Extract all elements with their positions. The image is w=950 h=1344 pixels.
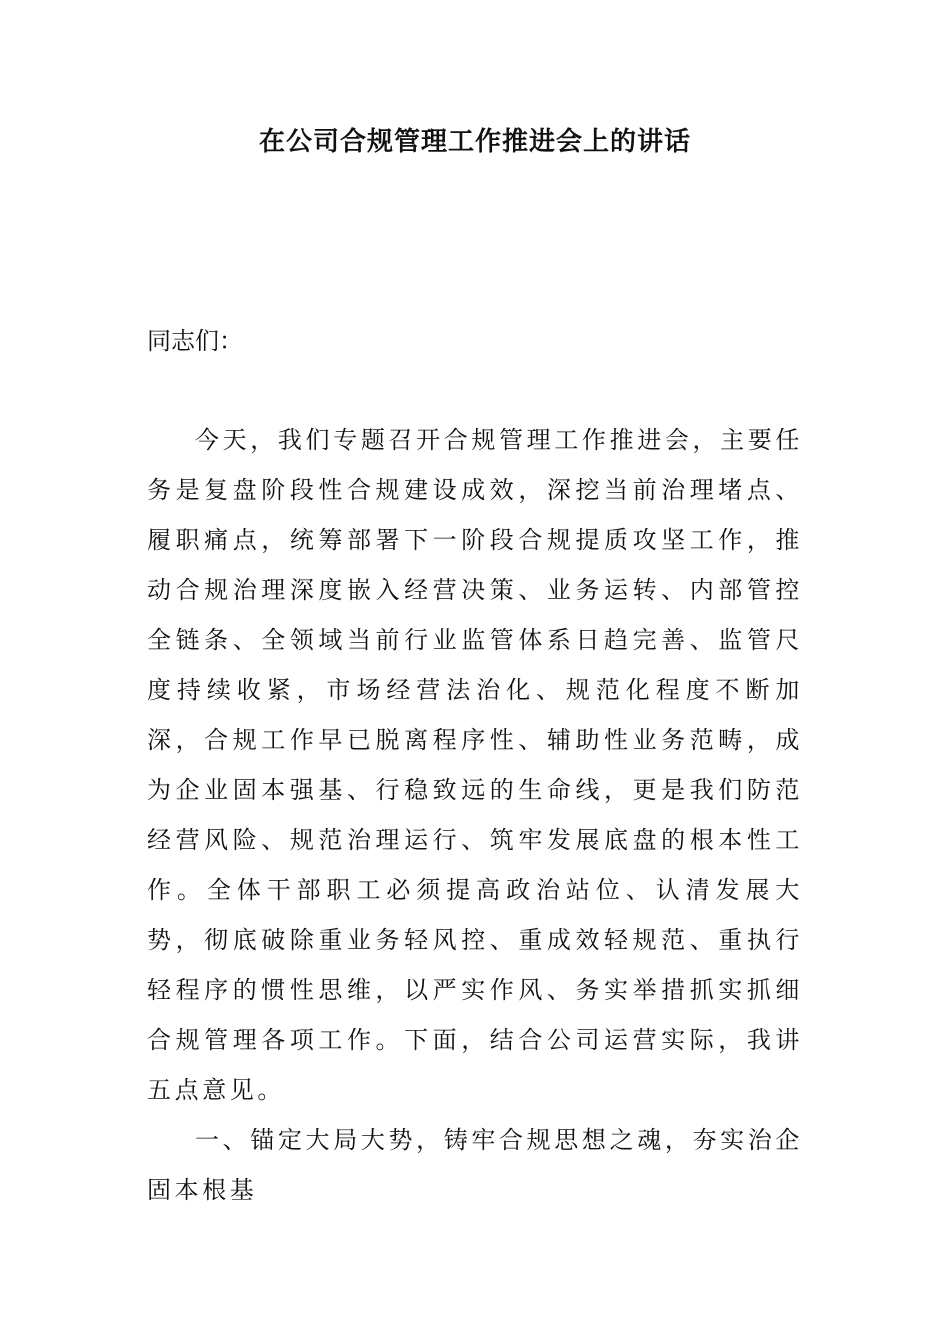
body-paragraph-intro: 今天，我们专题召开合规管理工作推进会，主要任务是复盘阶段性合规建设成效，深挖当前治理堵点、履职痛点，统筹部署下一阶段合规提质攻坚工作，推动合规治理深度嵌入经营决策、业务运转、内部管控全链条、全领域当前行业监管体系日趋完善、监管尺度持续收紧，市场经营法治化、规范化程度不断加深，合规工作早已脱离程序性、辅助性业务范畴，成为企业固本强基、行稳致远的生命线，更是我们防范经营风险、规范治理运行、筑牢发展底盘的根本性工作。全体干部职工必须提高政治站位、认清发展大势，彻底破除重业务轻风控、重成效轻规范、重执行轻程序的惯性思维，以严实作风、务实举措抓实抓细合规管理各项工作。下面，结合公司运营实际，我讲五点意见。 — [147, 426, 803, 1104]
salutation: 同志们： — [147, 327, 243, 355]
document-title: 在公司合规管理工作推进会上的讲话 — [258, 127, 691, 157]
section-heading-one: 一、锚定大局大势，铸牢合规思想之魂，夯实治企固本根基 — [147, 1126, 803, 1204]
